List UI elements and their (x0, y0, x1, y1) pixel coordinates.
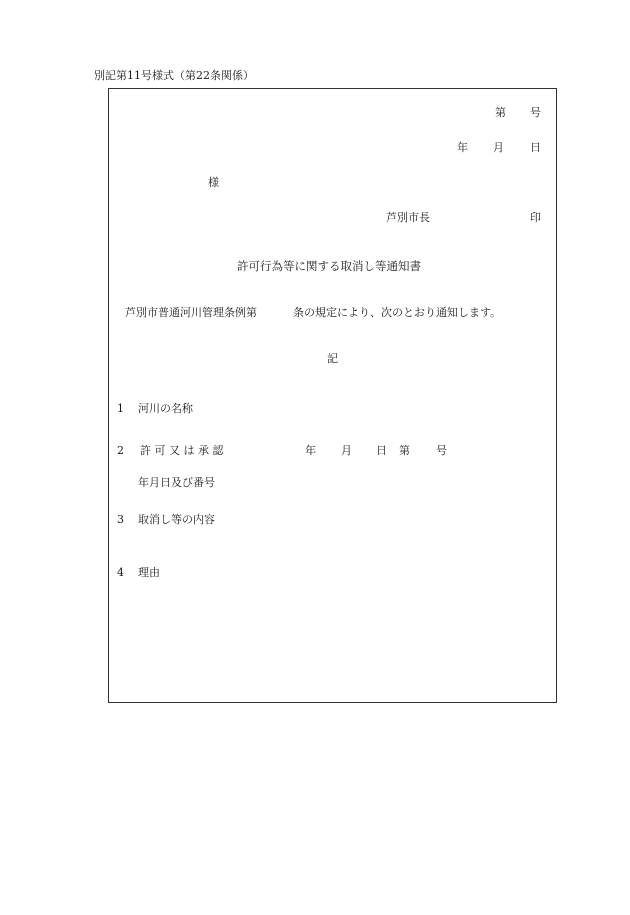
issuer-name: 芦別市長 (386, 211, 430, 224)
item-1-number: 1 (117, 402, 124, 415)
form-number-header: 別記第11号様式（第22条関係） (94, 69, 254, 82)
date-day-label: 日 (530, 141, 541, 154)
item-4-label: 理由 (138, 566, 160, 579)
item-1-label: 河川の名称 (138, 402, 193, 415)
item-2-month: 月 (341, 444, 352, 457)
item-2-year: 年 (305, 444, 316, 457)
body-text-prefix: 芦別市普通河川管理条例第 (125, 306, 257, 319)
seal-mark: 印 (530, 211, 541, 224)
form-frame (108, 88, 557, 703)
item-3-label: 取消し等の内容 (138, 513, 215, 526)
addressee-suffix: 様 (208, 176, 219, 189)
body-text-suffix: 条の規定により、次のとおり通知します。 (293, 306, 502, 319)
item-2-label-line2: 年月日及び番号 (138, 476, 215, 489)
date-month-label: 月 (493, 141, 504, 154)
document-number-dai: 第 (495, 106, 506, 119)
item-2-go: 号 (436, 444, 447, 457)
item-2-number: 2 (117, 444, 124, 457)
date-year-label: 年 (457, 141, 468, 154)
document-title: 許可行為等に関する取消し等通知書 (237, 259, 421, 273)
document-number-go: 号 (530, 106, 541, 119)
ki-heading: 記 (327, 352, 338, 365)
item-2-day: 日 (376, 444, 387, 457)
item-3-number: 3 (117, 513, 124, 526)
item-4-number: 4 (117, 566, 124, 579)
item-2-label: 許 可 又 は 承 認 (140, 444, 224, 457)
item-2-dai: 第 (399, 444, 410, 457)
